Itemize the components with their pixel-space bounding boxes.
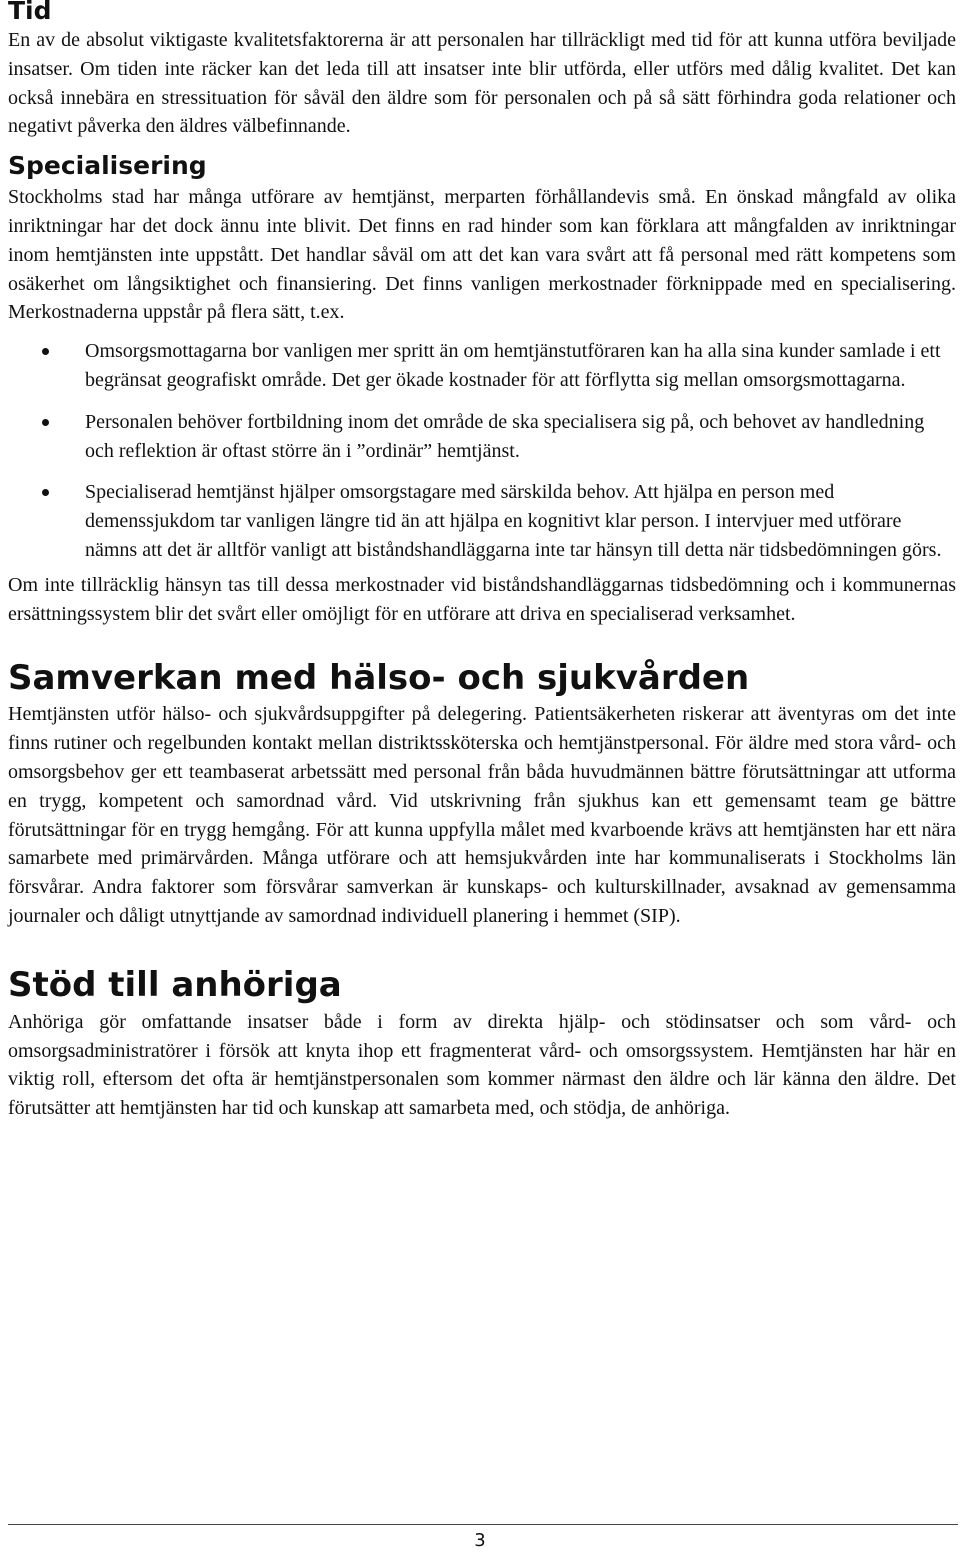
bullet-item: Specialiserad hemtjänst hjälper omsorgstagare med särskilda behov. Att hjälpa en person med demenssjukdom tar vanligen längre tid än att hjälpa en kognitivt klar person. I intervjuer med utförare nämns att det är alltför vanligt att biståndshandläggarna inte tar hänsyn till detta när tidsbedömningen görs. <box>8 478 956 564</box>
section-heading-samverkan: Samverkan med hälso- och sjukvården <box>8 658 750 699</box>
paragraph-specialisering: Stockholms stad har många utförare av hemtjänst, merparten förhållandevis små. En önskad mångfald av olika inriktningar har det dock ännu inte blivit. Det finns en rad hinder som kan förklara att mångfalden av inriktningar inom hemtjänsten inte uppstått. Det handlar såväl om att det kan vara svårt att få personal med rätt kompetens som osäkerhet om långsiktighet och finansiering. Det finns vanligen merkostnader förknippade med en specialisering. Merkostnaderna uppstår på flera sätt, t.ex. <box>8 186 956 324</box>
section-heading-anhoriga: Stöd till anhöriga <box>8 964 342 1005</box>
bullet-item: Personalen behöver fortbildning inom det område de ska specialisera sig på, och behovet av handledning och reflektion är oftast större än i ”ordinär” hemtjänst. <box>8 408 956 466</box>
page-number: 3 <box>474 1530 486 1551</box>
bullet-list-merkostnader <box>8 337 956 565</box>
section-heading-specialisering: Specialisering <box>8 151 207 181</box>
footer-divider <box>8 1524 958 1525</box>
document-page <box>8 0 956 1123</box>
paragraph-tid: En av de absolut viktigaste kvalitetsfaktorerna är att personalen har tillräckligt med tid för att kunna utföra beviljade insatser. Om tiden inte räcker kan det leda till att insatser inte blir utförda, eller utförs med dålig kvalitet. Det kan också innebära en stressituation för såväl den äldre som för personalen och på så sätt förhindra goda relationer och negativt påverka den äldres välbefinnande. <box>8 29 956 138</box>
paragraph-anhoriga: Anhöriga gör omfattande insatser både i form av direkta hjälp- och stödinsatser och som vård- och omsorgsadministratörer i försök att knyta ihop ett fragmenterat vård- och omsorgssystem. Hemtjänsten har här en viktig roll, eftersom det ofta är hemtjänstpersonalen som kommer närmast den äldre och lär känna den äldre. Det förutsätter att hemtjänsten har tid och kunskap att samarbeta med, och stödja, de anhöriga. <box>8 1010 956 1120</box>
paragraph-samverkan: Hemtjänsten utför hälso- och sjukvårdsuppgifter på delegering. Patientsäkerheten riskerar att äventyras om det inte finns rutiner och regelbunden kontakt mellan distriktssköterska och hemtjänstpersonal. För äldre med stora vård- och omsorgsbehov ger ett teambaserat arbetssätt med personal från båda huvudmännen bättre förutsättningar att utforma en trygg, kompetent och samordnad vård. Vid utskrivning från sjukhus kan ett gemensamt team ge bättre förutsättningar för en trygg hemgång. För att kunna uppfylla målet med kvarboende krävs att hemtjänsten har ett nära samarbete med primärvården. Många utförare och att hemsjukvården inte har kommunaliserats i Stockholms län försvårar. Andra faktorer som försvårar samverkan är kunskaps- och kulturskillnader, avsaknad av gemensamma journaler och dåligt utnyttjande av samordnad individuell planering i hemmet (SIP). <box>8 703 956 927</box>
bullet-item: Omsorgsmottagarna bor vanligen mer spritt än om hemtjänstutföraren kan ha alla sina kunder samlade i ett begränsat geografiskt område. Det ger ökade kostnader för att förflytta sig mellan omsorgsmottagarna. <box>8 337 956 395</box>
section-heading-tid: Tid <box>8 0 52 25</box>
paragraph-specialisering-closing: Om inte tillräcklig hänsyn tas till dessa merkostnader vid biståndshandläggarnas tidsbedömning och i kommunernas ersättningssystem blir det svårt eller omöjligt för en utförare att driva en specialiserad verksamhet. <box>8 573 956 625</box>
